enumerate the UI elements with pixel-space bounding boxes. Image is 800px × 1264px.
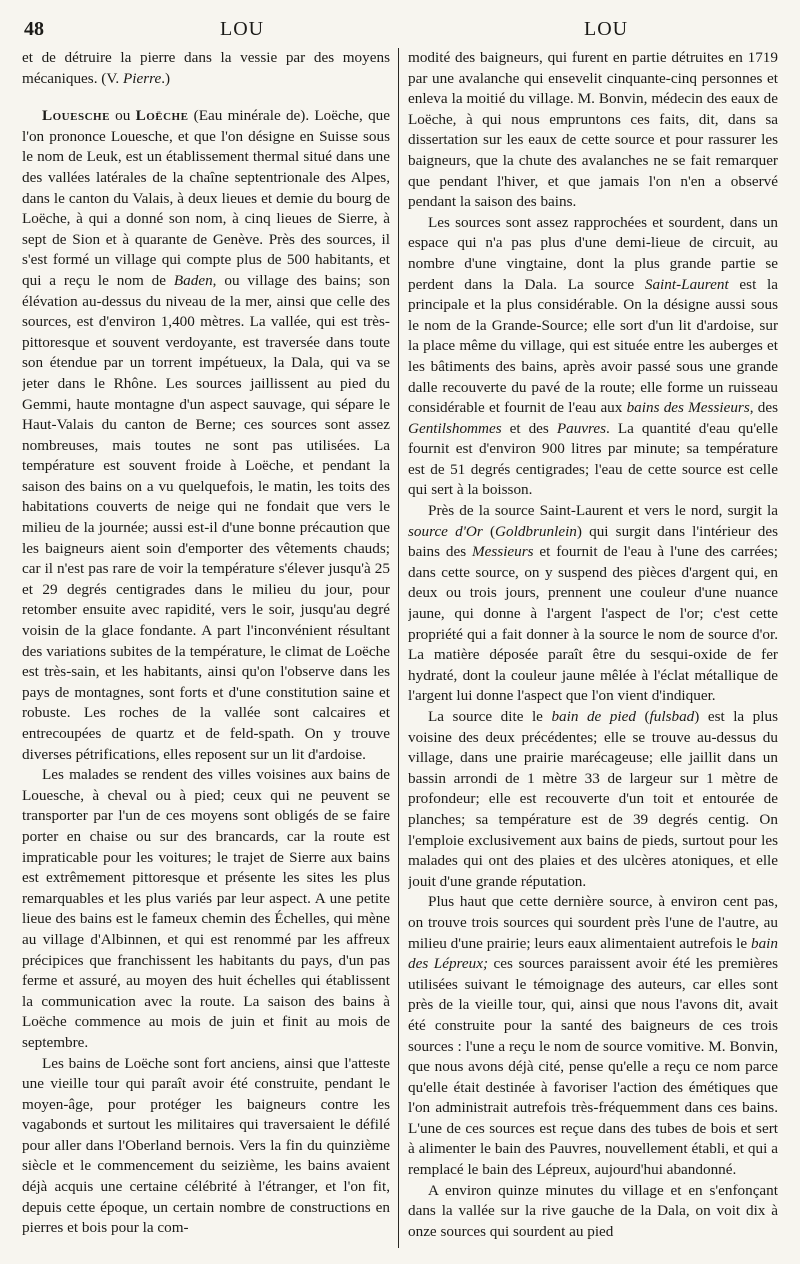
italic-term: source d'Or	[408, 522, 483, 540]
running-title-right: LOU	[584, 18, 629, 40]
text-run: Les sources sont assez rapprochées et sourdent, dans un espace qui n'a pas plus d'une demi-lieue de circuit, au nombre d'une vingtaine, dont la plus grande partie se perdent dans la Dala. La source	[408, 213, 778, 293]
text-run: Plus haut que cette dernière source, à environ cent pas, on trouve trois sources qui sourdent près l'une de l'autre, au milieu d'une prairie; leurs eaux alimentaient autrefois le	[408, 893, 778, 952]
entry-louesche	[22, 106, 390, 765]
italic-term: fulsbad	[649, 708, 695, 725]
text-run: est la principale et la plus considérable. On la désigne aussi sous le nom de la Grande-Source; elle sort d'un lit d'ardoise, sur la place même du village, qui est située entre les auberges et les bâtiments des bains, après avoir passé sous une grande dalle recouverte du pavé de la route; elle forme un ruisseau considérable et fournit de l'eau aux	[408, 275, 778, 417]
text-run: , ou village des bains; son élévation au-dessus du niveau de la mer, ainsi que celle des sources, est d'environ 1,400 mètres. La vallée, qui est très-pittoresque et souvent verdoyante, est traversée dans toute son étendue par un torrent impétueux, la Dala, qui va se jeter dans le Rhône. Les sources jaillissent au pied du Gemmi, haute montagne d'un aspect sauvage, qui sépare le Haut-Valais du canton de Berne; ces sources sont assez nombreuses, mais toutes ne sont pas utilisées. La température est souvent froide à Loëche, et pendant la saison des bains on a vu quelquefois, le matin, les toits des habitations couverts de neige qui ne fondait que vers le milieu de la journée; aussi est-il d'une bonne précaution que les baigneurs aient soin d'emporter des vêtements chauds; car il n'est pas rare de voir la température s'élever jusqu'à 25 et 29 degrés centigrades dans le milieu du jour, pour retomber ensuite avec rapidité, vers le soir, jusqu'au degré voisin de la glace fondante. A part l'inconvénient résultant des variations subites de la température, le climat de Loëche est très-sain, et les habitants, ainsi qu'on l'observe dans les pays de montagnes, sont forts et d'une constitution saine et robuste. Les roches de la vallée sont calcaires et entrecoupées de quartz et de feld-spath. On y trouve diverses pétrifications, elles reposent sur un lit d'ardoise.	[22, 271, 390, 763]
italic-term: Gentilshommes	[408, 419, 502, 437]
left-column	[22, 48, 390, 1256]
paragraph-quinze-minutes: A environ quinze minutes du village et en s'enfonçant dans la vallée sur la rive gauche de la Dala, on voit dix à onze sources qui sourdent au pied	[408, 1181, 778, 1240]
page-number: 48	[24, 18, 44, 40]
text-run: ces sources paraissent avoir été les premières utilisées suivant le témoignage des auteurs, car elles sont près de la vieille tour, qui, ainsi que nous l'avons dit, avait été construite pour la santé des baigneurs de ces trois sources : l'une a reçu le nom de source vomitive. M. Bonvin, que nous avons déjà cité, pense qu'elle a reçu ce nom parce qu'elle était destinée à favoriser l'action des émétiques que l'on administrait autrefois très-fréquemment dans ces bains. L'une de ces sources est reçue dans des tubes de bois et sert à alimenter le bain des Pauvres, nouvellement établi, et qui a remplacé le bain des Lépreux, aujourd'hui abandonné.	[408, 955, 778, 1179]
paragraph-access: Les malades se rendent des villes voisines aux bains de Louesche, à cheval ou à pied; ceux qui ne peuvent se transporter par l'un de ces moyens sont obligés de se faire porter en chaise ou sur des brancards, car la route est impraticable pour les voitures; le trajet de Sierre aux bains est extrêmement pittoresque et présente les sites les plus remarquables et les plus variés par leur aspect. A une petite lieue des bains est le fameux chemin des Échelles, qui mène au village d'Albinnen, et qui est renommé par les affreux précipices que franchissent les habitants du pays, d'un pas ferme et assuré, au moyen des huit échelles qui établissent la communication avec la route. La saison des bains à Loëche commence au mois de juin et finit au mois de septembre.	[22, 766, 390, 1051]
italic-term: Pauvres	[556, 419, 607, 437]
head-word: Louesche	[42, 107, 110, 125]
paragraph-source-or	[408, 501, 778, 707]
text-run: La source dite le	[428, 708, 552, 725]
text-run: et de détruire la pierre dans la vessie par des moyens mécaniques. (V.	[22, 49, 390, 87]
italic-term: bains des Messieurs	[626, 399, 750, 417]
italic-term: Saint-Laurent	[644, 275, 729, 293]
text-run: (	[635, 708, 650, 725]
paragraph-bain-de-pied	[408, 707, 778, 892]
text-run: . La quantité d'eau qu'elle fournit est d'environ 900 litres par minute; sa température est de 51 degrés centigrades; l'eau de cette source est celle qui sert à la boisson.	[408, 419, 778, 499]
text-run: (Eau minérale de). Loëche, que l'on prononce Louesche, et que l'on désigne en Suisse sous le nom de Leuk, est un établissement thermal situé dans une des vallées latérales de la chaîne septentrionale des Alpes, dans le canton du Valais, à deux lieues et demie du bourg de Loëche, à qui a donné son nom, à cinq lieues de Sierre, à sept de Sion et à quarante de Genève. Près des sources, il s'est formé un village qui compte plus de 500 habitants, et qui a reçu le nom de	[22, 107, 390, 289]
text-run: .)	[161, 69, 171, 87]
paragraph-lepreux	[408, 892, 778, 1180]
text-run: et fournit de l'eau à l'une des carrées; dans cette source, on y suspend des pièces d'argent qui, en deux ou trois jours, prennent une couleur d'une nuance jaune, qui donne à l'argent l'aspect de l'or; c'est cette propriété qui a fait donner à la source le nom de source d'or. La matière déposée paraît être du sesqui-oxide de fer hydraté, dont la couleur jaune mêlée à l'éclat métallique de l'argent lui donne l'aspect que l'on vient d'indiquer.	[408, 543, 778, 705]
text-run: ) est la plus voisine des deux précédentes; elle se trouve au-dessus du village, dans une prairie marécageuse; elle jaillit dans un bassin arrondi de 1 mètre 33 de largeur sur 1 mètre de profondeur; elle est recouverte d'un toit et entourée de planches; sa température est de 39 degrés centig. On l'emploie exclusivement aux bains de pieds, surtout pour les malades qui ont des plaies et des ulcères atoniques, et elle jouit d'une grande réputation.	[408, 708, 778, 890]
italic-term: Goldbrunlein	[495, 522, 577, 540]
text-run: , des	[749, 399, 778, 417]
text-run: Près de la source Saint-Laurent et vers le nord, surgit la	[428, 502, 778, 520]
paragraph-history: Les bains de Loëche sont fort anciens, ainsi que l'atteste une vieille tour qui paraît avoir été construite, pendant le moyen-âge, pour protéger les baigneurs contre les vagabonds et surtout les militaires qui traversaient le défilé pour aller dans l'Oberland bernois. Vers la fin du quinzième siècle et le commencement du seizième, les bains avaient déjà acquis une certaine célébrité à l'étranger, et l'on fit, depuis cette époque, un certain nombre de constructions en pierres et bois pour la com-	[22, 1054, 390, 1237]
text-run: ) qui surgit dans l'intérieur des bains des	[408, 522, 778, 561]
paragraph-pierre-end	[22, 48, 390, 89]
text-run: et des	[501, 419, 557, 437]
running-head	[18, 12, 788, 46]
right-column	[408, 48, 778, 1256]
text-run: (	[482, 522, 496, 540]
column-rule	[398, 48, 399, 1248]
italic-term: bain des Lépreux;	[408, 934, 778, 973]
paragraph-saint-laurent	[408, 213, 778, 501]
italic-term: Baden	[173, 271, 213, 289]
cross-reference-link[interactable]: Pierre	[122, 69, 162, 87]
running-title-left: LOU	[220, 18, 265, 40]
paragraph-avalanche: modité des baigneurs, qui furent en partie détruites en 1719 par une avalanche qui ensevelit cinquante-cinq personnes et enleva la moitié du village. M. Bonvin, médecin des eaux de Loëche, à qui nous empruntons ces faits, dit, dans sa dissertation sur les eaux de cette source et pour rassurer les baigneurs, que la chute des avalanches ne se fait remarquer que pendant l'hiver, et que jamais l'on n'en a observé pendant la saison des bains.	[408, 49, 778, 211]
italic-term: bain de pied	[551, 708, 636, 725]
italic-term: Messieurs	[471, 543, 534, 561]
text-run: ou	[109, 107, 136, 125]
head-word-variant: Loëche	[135, 107, 189, 125]
